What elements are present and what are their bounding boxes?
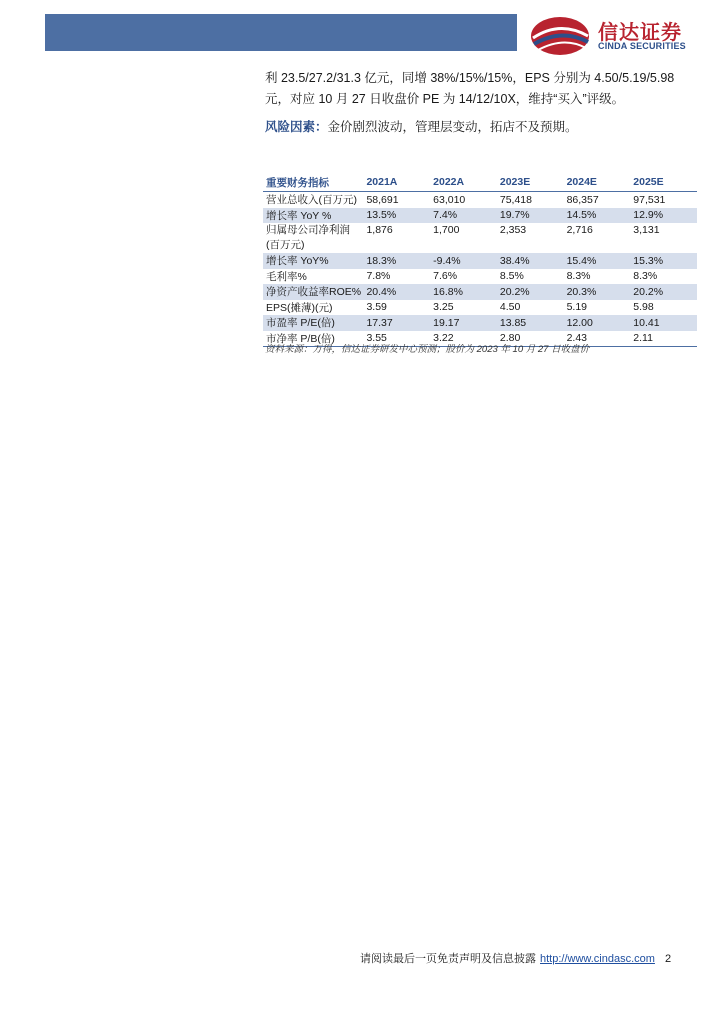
table-header-cell: 2022A <box>430 173 497 192</box>
table-cell: 2.43 <box>564 331 631 347</box>
table-row <box>263 300 697 316</box>
row-label-line-2: (百万元) <box>266 239 305 251</box>
table-header-cell: 2023E <box>497 173 564 192</box>
table-cell: 13.85 <box>497 315 564 331</box>
table-cell: 75,418 <box>499 193 532 206</box>
table-cell: 19.7% <box>497 208 564 224</box>
table-cell: 7.8% <box>366 270 391 283</box>
table-cell: 18.3% <box>363 253 430 269</box>
data-source-note: 资料来源：万得，信达证券研发中心预测；股价为 2023 年 10 月 27 日收盘价 <box>265 344 590 355</box>
table-cell: 20.3% <box>564 284 631 300</box>
body-text-line-2: 元，对应 10 月 27 日收盘价 PE 为 14/12/10X，维持“买入”评级。 <box>265 92 625 106</box>
table-cell: 7.6% <box>433 270 458 283</box>
table-cell: 12.9% <box>630 208 697 224</box>
row-label: 净资产收益率ROE% <box>263 284 363 300</box>
body-text-line-1: 利 23.5/27.2/31.3 亿元，同增 38%/15%/15%，EPS 分别为 4.50/5.19/5.98 <box>265 71 675 85</box>
table-cell: 15.4% <box>564 253 631 269</box>
row-label: EPS(摊薄)(元) <box>266 301 333 314</box>
row-label <box>263 223 363 253</box>
row-label-line-1: 归属母公司净利润 <box>266 224 350 236</box>
table-cell: 10.41 <box>630 315 697 331</box>
table-cell: 8.3% <box>633 270 658 283</box>
table-cell: 8.3% <box>566 270 591 283</box>
table-cell: 19.17 <box>430 315 497 331</box>
table-cell: 15.3% <box>630 253 697 269</box>
table-cell: 1,700 <box>433 224 460 236</box>
row-label: 毛利率% <box>266 270 307 283</box>
table-row <box>263 253 697 269</box>
table-cell: 3,131 <box>633 224 660 236</box>
table-cell: 4.50 <box>499 301 521 314</box>
row-label: 市净率 P/B(倍) <box>263 331 363 347</box>
table-cell: 8.5% <box>499 270 524 283</box>
table-cell: 7.4% <box>430 208 497 224</box>
table-row <box>263 269 697 285</box>
table-cell: 12.00 <box>564 315 631 331</box>
row-label: 增长率 YoY% <box>263 253 363 269</box>
table-row <box>263 284 697 300</box>
row-label: 市盈率 P/E(倍) <box>263 315 363 331</box>
risk-label: 风险因素： <box>265 120 328 134</box>
table-header-cell: 2021A <box>363 173 430 192</box>
table-cell: 20.2% <box>630 284 697 300</box>
footer-disclaimer: 请阅读最后一页免责声明及信息披露 <box>360 953 536 965</box>
row-label: 增长率 YoY % <box>263 208 363 224</box>
table-cell: 2,353 <box>499 224 527 236</box>
table-cell: 63,010 <box>433 193 466 206</box>
table-cell: 86,357 <box>566 193 599 206</box>
page-footer <box>360 950 671 966</box>
logo-chinese-name: 信达证券 <box>598 22 682 44</box>
table-header-cell: 2024E <box>564 173 631 192</box>
table-cell: -9.4% <box>430 253 497 269</box>
table-cell: 20.4% <box>363 284 430 300</box>
table-header-cell: 重要财务指标 <box>263 173 363 192</box>
financial-indicators-table <box>263 173 697 347</box>
cinda-logo-icon <box>528 14 592 58</box>
risk-factors <box>265 117 578 135</box>
table-cell: 3.55 <box>363 331 430 347</box>
table-cell: 38.4% <box>497 253 564 269</box>
table-cell: 2.80 <box>497 331 564 347</box>
risk-text: 金价剧烈波动，管理层变动，拓店不及预期。 <box>327 120 578 134</box>
row-label: 营业总收入(百万元) <box>266 194 357 207</box>
page-number: 2 <box>664 953 672 965</box>
table-row <box>263 315 697 331</box>
table-cell: 2.11 <box>630 331 697 347</box>
table-header-cell: 2025E <box>630 173 697 192</box>
table-cell: 5.19 <box>566 301 587 314</box>
table-cell: 2,716 <box>566 224 593 236</box>
header-bar <box>45 14 517 51</box>
table-cell: 97,531 <box>633 193 666 206</box>
footer-website-link[interactable]: http://www.cindasc.com <box>540 953 655 965</box>
table-cell: 3.22 <box>430 331 497 347</box>
table-cell: 13.5% <box>363 208 430 224</box>
table-row <box>263 223 697 253</box>
table-row <box>263 208 697 224</box>
table-row <box>263 192 697 208</box>
table-header-row <box>263 173 697 192</box>
table-cell: 1,876 <box>366 224 393 236</box>
table-cell: 17.37 <box>363 315 430 331</box>
table-cell: 16.8% <box>430 284 497 300</box>
table-cell: 58,691 <box>366 193 399 206</box>
logo-english-name: CINDA SECURITIES <box>598 41 686 51</box>
table-cell: 3.25 <box>433 301 454 314</box>
table-cell: 14.5% <box>564 208 631 224</box>
table-cell: 20.2% <box>497 284 564 300</box>
table-cell: 3.59 <box>366 301 387 314</box>
cinda-logo <box>528 14 708 58</box>
table-cell: 5.98 <box>633 301 654 314</box>
